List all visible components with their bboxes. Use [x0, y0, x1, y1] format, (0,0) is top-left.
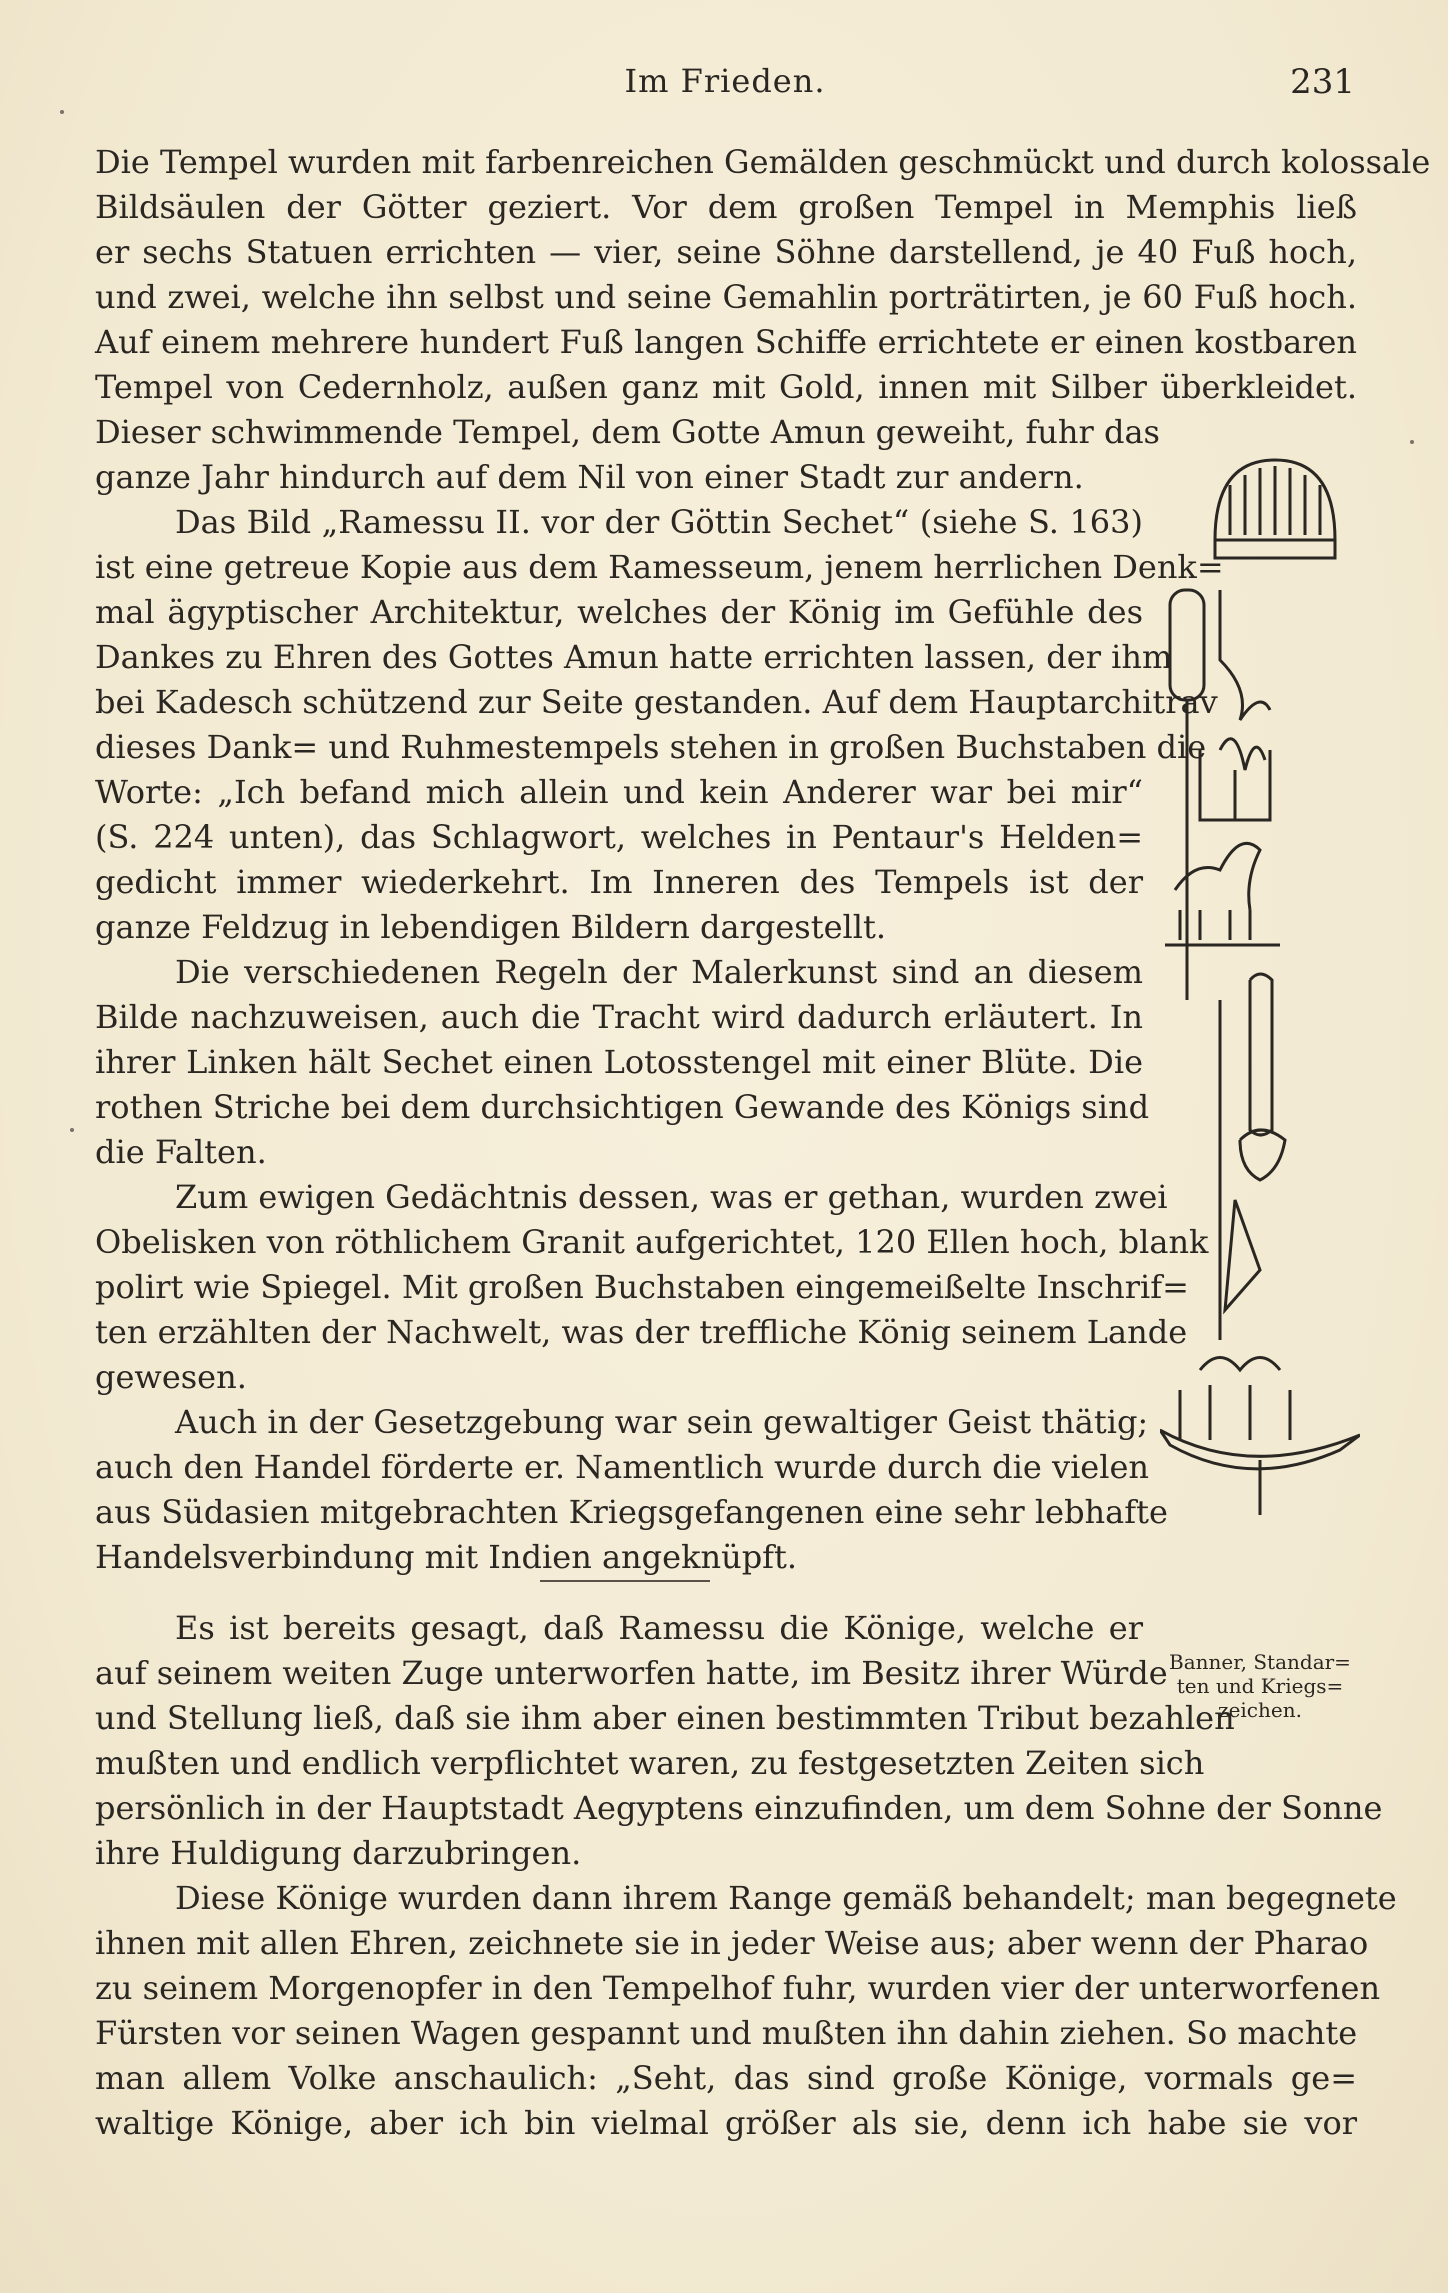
text-line: Bildsäulen der Götter geziert. Vor dem großen Tempel in Memphis ließ — [95, 188, 1357, 226]
text-line: ist eine getreue Kopie aus dem Ramesseum, jenem herrlichen Denk= — [95, 548, 1224, 586]
text-line: mal ägyptischer Architektur, welches der König im Gefühle des — [95, 593, 1143, 631]
text-line: ihnen mit allen Ehren, zeichnete sie in jeder Weise aus; aber wenn der Pharao — [95, 1924, 1369, 1962]
text-line: ganze Feldzug in lebendigen Bildern dargestellt. — [95, 908, 886, 946]
egyptian-standards-illustration — [1160, 440, 1360, 1520]
text-line: Dankes zu Ehren des Gottes Amun hatte errichten lassen, der ihm — [95, 638, 1173, 676]
running-title: Im Frieden. — [624, 62, 826, 100]
figure-caption: Banner, Standar= ten und Kriegs= zeichen. — [1169, 1650, 1351, 1722]
text-line: ihrer Linken hält Sechet einen Lotosstengel mit einer Blüte. Die — [95, 1043, 1143, 1081]
text-line: (S. 224 unten), das Schlagwort, welches in Pentaur's Helden= — [95, 818, 1143, 856]
page-header — [95, 62, 1355, 112]
text-line: mußten und endlich verpflichtet waren, zu festgesetzten Zeiten sich — [95, 1744, 1205, 1782]
text-line: Handelsverbindung mit Indien angeknüpft. — [95, 1538, 798, 1576]
text-line: Das Bild „Ramessu II. vor der Göttin Sechet“ (siehe S. 163) — [175, 503, 1143, 541]
text-line: Diese Könige wurden dann ihrem Range gemäß behandelt; man begegnete — [175, 1879, 1397, 1917]
text-line: bei Kadesch schützend zur Seite gestanden. Auf dem Hauptarchitrav — [95, 683, 1218, 721]
text-line: Fürsten vor seinen Wagen gespannt und mußten ihn dahin ziehen. So machte — [95, 2014, 1358, 2052]
scan-speck — [1410, 440, 1414, 444]
text-line: Auf einem mehrere hundert Fuß langen Schiffe errichtete er einen kostbaren — [95, 323, 1357, 361]
section-divider — [540, 1580, 710, 1582]
text-line: gewesen. — [95, 1358, 247, 1396]
text-line: Tempel von Cedernholz, außen ganz mit Gold, innen mit Silber überkleidet. — [95, 368, 1357, 406]
text-line: Die Tempel wurden mit farbenreichen Gemälden geschmückt und durch kolossale — [95, 143, 1431, 181]
text-line: die Falten. — [95, 1133, 267, 1171]
text-line: rothen Striche bei dem durchsichtigen Gewande des Königs sind — [95, 1088, 1150, 1126]
text-line: dieses Dank= und Ruhmestempels stehen in großen Buchstaben die — [95, 728, 1207, 766]
text-line: ten erzählten der Nachwelt, was der treffliche König seinem Lande — [95, 1313, 1188, 1351]
text-line: Worte: „Ich befand mich allein und kein Anderer war bei mir“ — [95, 773, 1143, 811]
text-line: Die verschiedenen Regeln der Malerkunst sind an diesem — [175, 953, 1143, 991]
text-line: zu seinem Morgenopfer in den Tempelhof fuhr, wurden vier der unterworfenen — [95, 1969, 1381, 2007]
page-number: 231 — [1290, 62, 1355, 102]
text-line: Zum ewigen Gedächtnis dessen, was er gethan, wurden zwei — [175, 1178, 1168, 1216]
text-line: ganze Jahr hindurch auf dem Nil von einer Stadt zur andern. — [95, 458, 1084, 496]
text-line: Bilde nachzuweisen, auch die Tracht wird dadurch erläutert. In — [95, 998, 1143, 1036]
scan-speck — [70, 1128, 74, 1132]
scan-speck — [60, 110, 64, 114]
text-line: auf seinem weiten Zuge unterworfen hatte, im Besitz ihrer Würde — [95, 1654, 1168, 1692]
text-line: Auch in der Gesetzgebung war sein gewaltiger Geist thätig; — [175, 1403, 1149, 1441]
text-line: und zwei, welche ihn selbst und seine Gemahlin porträtirten, je 60 Fuß hoch. — [95, 278, 1357, 316]
text-line: Dieser schwimmende Tempel, dem Gotte Amun geweiht, fuhr das — [95, 413, 1160, 451]
text-line: persönlich in der Hauptstadt Aegyptens einzufinden, um dem Sohne der Sonne — [95, 1789, 1383, 1827]
text-line: und Stellung ließ, daß sie ihm aber einen bestimmten Tribut bezahlen — [95, 1699, 1235, 1737]
text-line: Es ist bereits gesagt, daß Ramessu die Könige, welche er — [175, 1609, 1143, 1647]
text-line: man allem Volke anschaulich: „Seht, das sind große Könige, vormals ge= — [95, 2059, 1357, 2097]
text-line: polirt wie Spiegel. Mit großen Buchstaben eingemeißelte Inschrif= — [95, 1268, 1189, 1306]
text-line: aus Südasien mitgebrachten Kriegsgefangenen eine sehr lebhafte — [95, 1493, 1168, 1531]
text-line: Obelisken von röthlichem Granit aufgerichtet, 120 Ellen hoch, blank — [95, 1223, 1209, 1261]
text-line: waltige Könige, aber ich bin vielmal größer als sie, denn ich habe sie vor — [95, 2104, 1357, 2142]
text-line: ihre Huldigung darzubringen. — [95, 1834, 582, 1872]
text-line: gedicht immer wiederkehrt. Im Inneren des Tempels ist der — [95, 863, 1143, 901]
standards-icon — [1160, 440, 1360, 1520]
text-line: er sechs Statuen errichten — vier, seine Söhne darstellend, je 40 Fuß hoch, — [95, 233, 1357, 271]
text-line: auch den Handel förderte er. Namentlich wurde durch die vielen — [95, 1448, 1150, 1486]
